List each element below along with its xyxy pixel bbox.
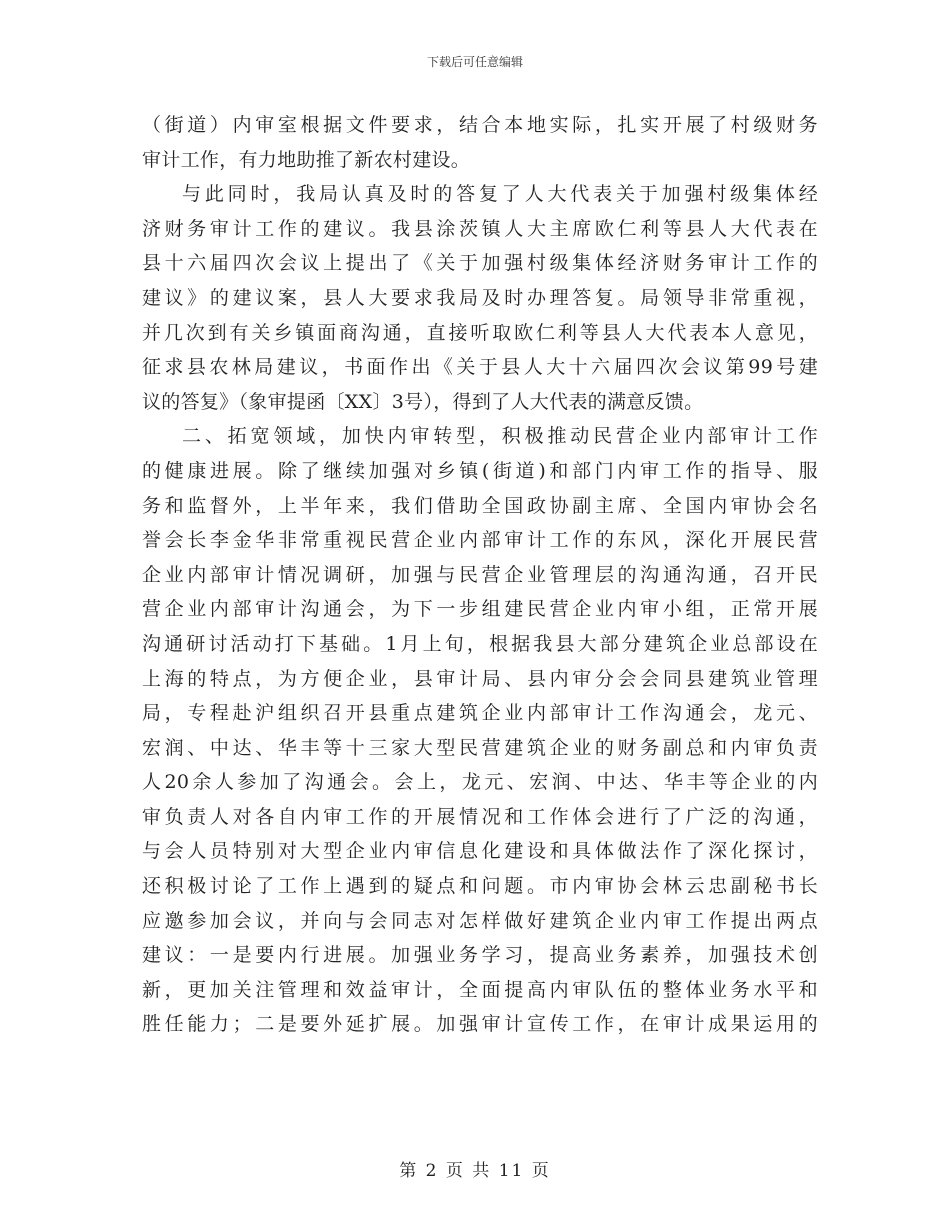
body-text-line: 审计工作，有力地助推了新农村建设。: [142, 148, 471, 171]
body-text-line: 胜任能力；二是要外延扩展。加强审计宣传工作，在审计成果运用的: [142, 1013, 818, 1036]
body-text-line: 建议》的建议案，县人大要求我局及时办理答复。局领导非常重视，: [142, 286, 818, 309]
body-text-line: 征求县农林局建议，书面作出《关于县人大十六届四次会议第99号建: [142, 356, 818, 379]
body-text-line: 还积极讨论了工作上遇到的疑点和问题。市内审协会林云忠副秘书长: [142, 875, 818, 898]
body-text-line: 的健康进展。除了继续加强对乡镇(街道)和部门内审工作的指导、服: [142, 459, 818, 482]
body-text-line: 沟通研讨活动打下基础。1月上旬，根据我县大部分建筑企业总部设在: [142, 632, 818, 655]
body-text-line: 议的答复》（象审提函〔XX〕3号），得到了人大代表的满意反馈。: [142, 390, 704, 413]
body-text-line: 上海的特点，为方便企业，县审计局、县内审分会会同县建筑业管理: [142, 667, 818, 690]
body-text-line: 建议：一是要内行进展。加强业务学习，提高业务素养，加强技术创: [142, 944, 818, 967]
body-text-line: 企业内部审计情况调研，加强与民营企业管理层的沟通沟通，召开民: [142, 563, 818, 586]
body-text-line: 县十六届四次会议上提出了《关于加强村级集体经济财务审计工作的: [142, 252, 818, 275]
body-text-line: 局，专程赴沪组织召开县重点建筑企业内部审计工作沟通会，龙元、: [142, 702, 818, 725]
body-text-line: 新，更加关注管理和效益审计，全面提高内审队伍的整体业务水平和: [142, 978, 818, 1001]
body-text-line: 与此同时，我局认真及时的答复了人大代表关于加强村级集体经: [182, 183, 818, 206]
page-header: 下载后可任意编辑: [426, 55, 523, 69]
body-text-line: 誉会长李金华非常重视民营企业内部审计工作的东风，深化开展民营: [142, 529, 818, 552]
page-number-footer: 第 2 页 共 11 页: [399, 1161, 551, 1181]
body-text-line: 并几次到有关乡镇面商沟通，直接听取欧仁利等县人大代表本人意见，: [142, 321, 818, 344]
body-text-line: 务和监督外，上半年来，我们借助全国政协副主席、全国内审协会名: [142, 494, 818, 517]
body-text-line: 与会人员特别对大型企业内审信息化建设和具体做法作了深化探讨，: [142, 840, 818, 863]
body-text-line: 二、拓宽领域，加快内审转型，积极推动民营企业内部审计工作: [182, 425, 818, 448]
body-text-line: 济财务审计工作的建议。我县涂茨镇人大主席欧仁利等县人大代表在: [142, 217, 818, 240]
body-text-line: 宏润、中达、华丰等十三家大型民营建筑企业的财务副总和内审负责: [142, 736, 818, 759]
body-text-line: 营企业内部审计沟通会，为下一步组建民营企业内审小组，正常开展: [142, 598, 818, 621]
body-text-line: 人20余人参加了沟通会。会上，龙元、宏润、中达、华丰等企业的内: [142, 771, 818, 794]
body-text-line: （街道）内审室根据文件要求，结合本地实际，扎实开展了村级财务: [142, 114, 818, 136]
body-text-line: 应邀参加会议，并向与会同志对怎样做好建筑企业内审工作提出两点: [142, 909, 818, 932]
document-body: [142, 108, 818, 1042]
body-text-line: 审负责人对各自内审工作的开展情况和工作体会进行了广泛的沟通，: [142, 805, 818, 828]
